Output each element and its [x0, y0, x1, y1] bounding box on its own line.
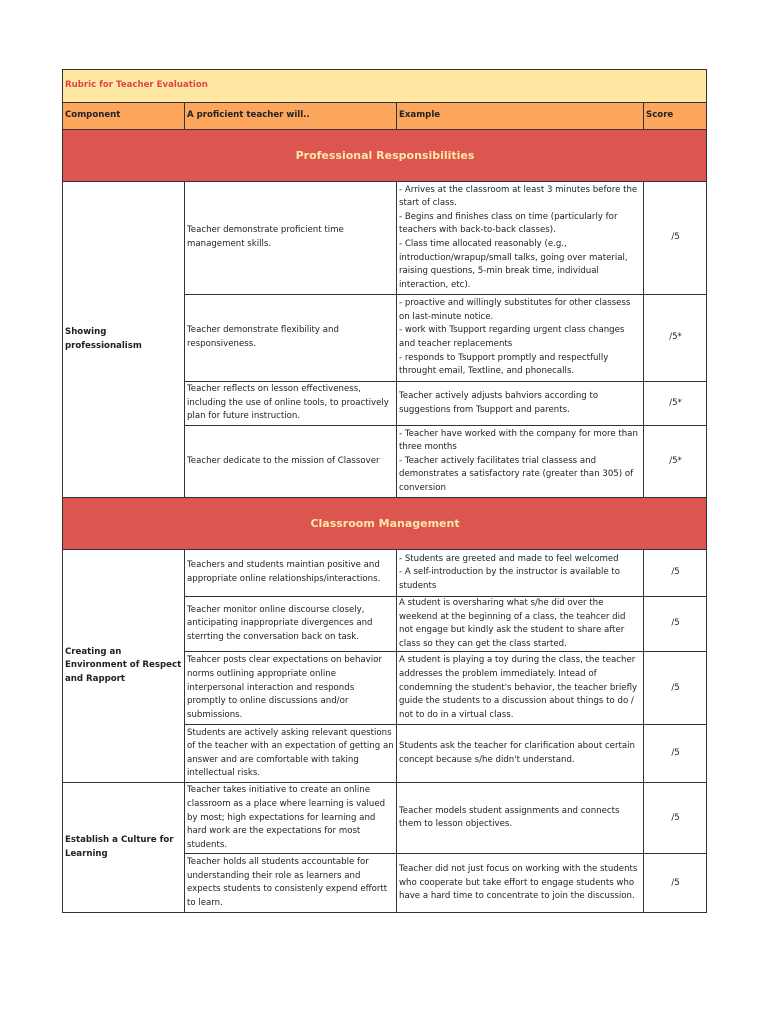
proficient-cell: Teachers and students maintian positive and appropriate online relationships/interactions.	[185, 550, 397, 597]
example-line: - Students are greeted and made to feel welcomed	[399, 553, 619, 564]
title-row	[63, 70, 707, 103]
rubric-table	[62, 69, 707, 913]
header-proficient: A proficient teacher will..	[185, 103, 397, 130]
header-row	[63, 103, 707, 130]
rubric-title: Rubric for Teacher Evaluation	[63, 70, 707, 103]
header-example: Example	[397, 103, 644, 130]
rubric-body	[63, 70, 707, 913]
section-title: Classroom Management	[63, 498, 707, 550]
section-row	[63, 498, 707, 550]
example-cell	[397, 854, 644, 913]
score-cell: /5*	[644, 295, 707, 382]
example-line: - responds to Tsupport promptly and respectfully throught email, Textline, and phonecalls.	[399, 352, 609, 377]
header-component: Component	[63, 103, 185, 130]
score-cell: /5*	[644, 382, 707, 426]
example-line: - Class time allocated reasonably (e.g., introduction/wrapup/small talks, going over material, raising questions, 5-min break time, individual interaction, etc).	[399, 239, 628, 290]
section-title: Professional Responsibilities	[63, 130, 707, 182]
example-cell	[397, 426, 644, 498]
proficient-cell: Students are actively asking relevant questions of the teacher with an expectation of getting an answer and are comfortable with taking intellectual risks.	[185, 725, 397, 783]
proficient-cell: Teacher takes initiative to create an online classroom as a place where learning is valued by most; high expectations for learning and hard work are the expectations for most students.	[185, 783, 397, 854]
example-line: Teacher actively adjusts bahviors according to suggestions from Tsupport and parents.	[399, 390, 599, 415]
example-line: - Begins and finishes class on time (particularly for teachers with back-to-back classes).	[399, 211, 618, 236]
component-cell: Creating an Environment of Respect and Rapport	[63, 550, 185, 783]
section-row	[63, 130, 707, 182]
score-cell: /5	[644, 725, 707, 783]
proficient-cell: Teacher holds all students accountable for understanding their role as learners and expects students to consistenly expend effortt to learn.	[185, 854, 397, 913]
example-line: - Teacher actively facilitates trial classess and demonstrates a satisfactory rate (greater than 305) of conversion	[399, 455, 634, 493]
example-cell	[397, 783, 644, 854]
score-cell: /5*	[644, 426, 707, 498]
example-line: Students ask the teacher for clarification about certain concept because s/he didn't understand.	[399, 741, 635, 765]
proficient-cell: Teacher reflects on lesson effectiveness, including the use of online tools, to proactively plan for future instruction.	[185, 382, 397, 426]
score-cell: /5	[644, 783, 707, 854]
table-row	[63, 783, 707, 854]
example-line: - Arrives at the classroom at least 3 minutes before the start of class.	[399, 184, 638, 209]
example-cell	[397, 725, 644, 783]
component-cell: Establish a Culture for Learning	[63, 783, 185, 913]
score-cell: /5	[644, 550, 707, 597]
example-cell	[397, 182, 644, 295]
proficient-cell: Teahcer posts clear expectations on behavior norms outlining appropriate online interpersonal interaction and responds promptly to online discussions and/or submissions.	[185, 652, 397, 725]
proficient-cell: Teacher demonstrate flexibility and responsiveness.	[185, 295, 397, 382]
score-cell: /5	[644, 854, 707, 913]
proficient-cell: Teacher demonstrate proficient time management skills.	[185, 182, 397, 295]
example-line: Teacher models student assignments and connects them to lesson objectives.	[399, 805, 620, 830]
table-row	[63, 550, 707, 597]
component-cell: Showing professionalism	[63, 182, 185, 498]
example-cell	[397, 652, 644, 725]
example-line: - Teacher have worked with the company for more than three months	[399, 428, 638, 453]
example-line: - A self-introduction by the instructor is available to students	[399, 567, 621, 591]
score-cell: /5	[644, 182, 707, 295]
proficient-cell: Teacher dedicate to the mission of Classover	[185, 426, 397, 498]
header-score: Score	[644, 103, 707, 130]
example-line: A student is oversharing what s/he did over the weekend at the beginning of a class, the teahcer did not engage but kindly ask the student to share after class so they can get the class started.	[399, 598, 626, 649]
example-cell	[397, 550, 644, 597]
table-row	[63, 182, 707, 295]
score-cell: /5	[644, 597, 707, 652]
example-line: Teacher did not just focus on working with the students who cooperate but take effort to engage students who have a hard time to concentrate to join the discussion.	[399, 863, 638, 902]
example-cell	[397, 295, 644, 382]
example-cell	[397, 382, 644, 426]
example-line: - proactive and willingly substitutes for other classess on last-minute notice.	[399, 298, 631, 322]
example-line: - work with Tsupport regarding urgent class changes and teacher replacements	[399, 325, 625, 349]
example-cell	[397, 597, 644, 652]
example-line: A student is playing a toy during the class, the teacher addresses the problem immediately. Intead of condemning the student's behavior, the teacher briefly guide the students to a discussion about things to do / not to do in a virtual class.	[399, 655, 638, 720]
proficient-cell: Teacher monitor online discourse closely, anticipating inappropriate divergences and sterrting the conversation back on task.	[185, 597, 397, 652]
score-cell: /5	[644, 652, 707, 725]
